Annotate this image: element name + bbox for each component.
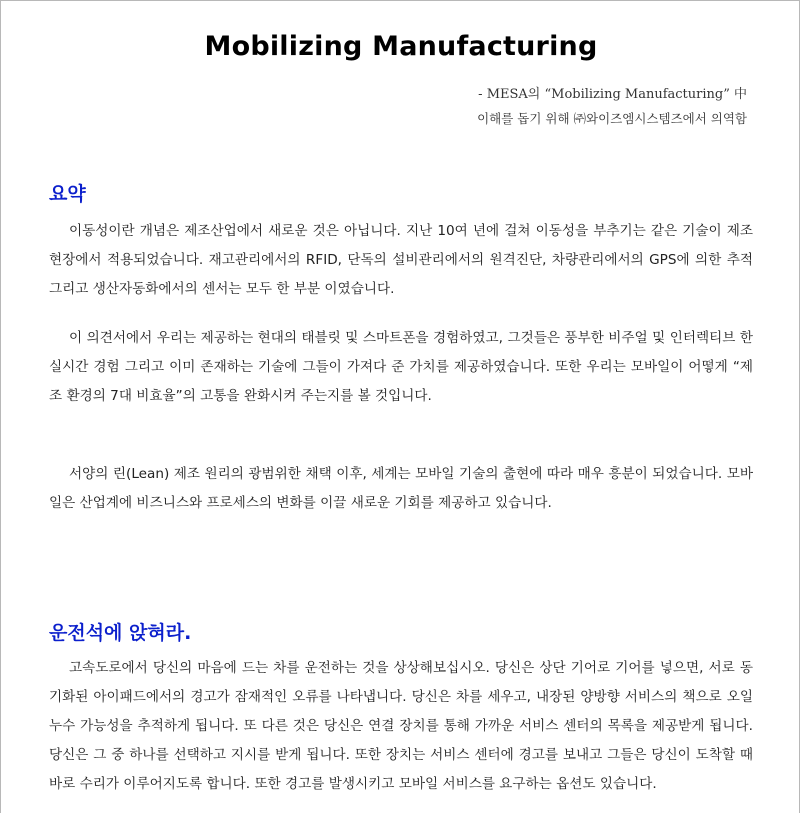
source-attribution: - MESA의 “Mobilizing Manufacturing” 中 <box>478 87 747 102</box>
drivers-seat-paragraph-1: 고속도로에서 당신의 마음에 드는 차를 운전하는 것을 상상해보십시오. 당신은 상단 기어로 기어를 넣으면, 서로 동기화된 아이패드에서의 경고가 잠재적인 오류를 나타냅니다. 당신은 차를 세우고, 내장된 양방향 서비스의 책으로 오일 누수 가능성을 추적하게 됩니다. 또 다른 것은 당신은 연결 장치를 통해 가까운 서비스 센터의 목록을 제공받게 됩니다. 당신은 그 중 하나를 선택하고 지시를 받게 됩니다. 또한 장치는 서비스 센터에 경고를 보내고 그들은 당신이 도착할 때 바로 수리가 이루어지도록 합니다. 또한 경고를 발생시키고 모바일 서비스를 요구하는 옵션도 있습니다. <box>49 660 753 792</box>
summary-paragraph-1: 이동성이란 개념은 제조산업에서 새로운 것은 아닙니다. 지난 10여 년에 걸쳐 이동성을 부추기는 같은 기술이 제조현장에서 적용되었습니다. 재고관리에서의 RFID, 단독의 설비관리에서의 원격진단, 차량관리에서의 GPS에 의한 추적 그리고 생산자동화에서의 센서는 모두 한 부분 이였습니다. <box>49 223 753 297</box>
document-title: Mobilizing Manufacturing <box>204 31 598 62</box>
section-heading-drivers-seat: 운전석에 앉혀라. <box>49 622 192 644</box>
summary-paragraph-3: 서양의 린(Lean) 제조 원리의 광범위한 채택 이후, 세계는 모바일 기술의 출현에 따라 매우 흥분이 되었습니다. 모바일은 산업계에 비즈니스와 프로세스의 변화를 이끌 새로운 기회를 제공하고 있습니다. <box>49 466 753 511</box>
summary-paragraph-2: 이 의견서에서 우리는 제공하는 현대의 태블릿 및 스마트폰을 경험하였고, 그것들은 풍부한 비주얼 및 인터렉티브 한 실시간 경험 그리고 이미 존재하는 기술에 그들이 가져다 준 가치를 제공하였습니다. 또한 우리는 모바일이 어떻게 “제조 환경의 7대 비효율”의 고통을 완화시켜 주는지를 볼 것입니다. <box>49 330 753 404</box>
translation-note: 이해를 돕기 위해 ㈜와이즈엠시스템즈에서 의역함 <box>477 111 747 126</box>
section-heading-summary: 요약 <box>49 183 86 205</box>
